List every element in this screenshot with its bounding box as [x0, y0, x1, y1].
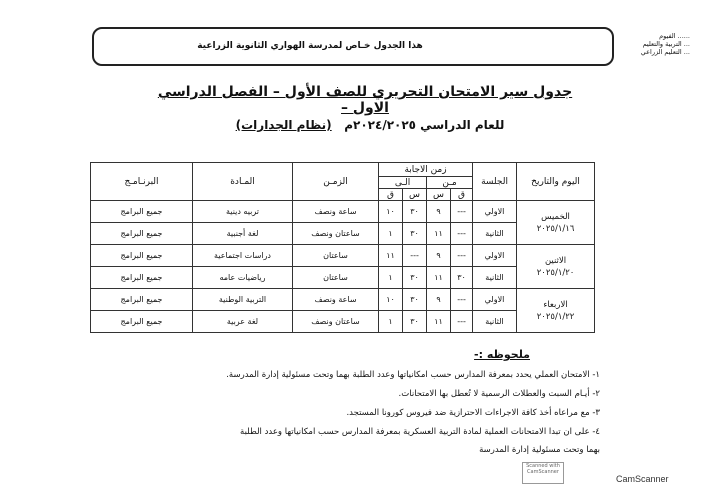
to-s-cell: ٣٠ [403, 201, 427, 223]
to-q-cell: ١ [379, 267, 403, 289]
note-item: ٢- أيـام السبت والعطلات الرسمية لا تُعطل بها الامتحانات. [398, 389, 600, 399]
subject-cell: التربية الوطنية [193, 289, 293, 311]
session-cell: الاولي [473, 245, 517, 267]
from-q-cell: --- [451, 223, 473, 245]
ministry-header [612, 32, 690, 56]
table-row [91, 245, 595, 267]
from-s-cell: ٩ [427, 201, 451, 223]
subject-cell: لغة أجنبية [193, 223, 293, 245]
ministry-line: ... التربية والتعليم [642, 40, 690, 48]
day-name: الاربعاء [543, 299, 568, 310]
to-q-cell: ١ [379, 311, 403, 333]
note-item: بهما وتحت مسئولية إدارة المدرسة [479, 445, 600, 455]
program-cell: جميع البرامج [91, 311, 193, 333]
to-q-cell: ١ [379, 223, 403, 245]
exam-schedule-table [90, 162, 595, 333]
from-s-cell: ١١ [427, 267, 451, 289]
from-s-cell: ٩ [427, 289, 451, 311]
from-q-cell: ٣٠ [451, 267, 473, 289]
camscanner-stamp: Scanned with CamScanner [522, 462, 564, 484]
subject-cell: تربيه دينية [193, 201, 293, 223]
from-q-cell: --- [451, 245, 473, 267]
header-answer-time: زمن الاجابة [379, 163, 473, 177]
to-s-cell: ٣٠ [403, 311, 427, 333]
program-cell: جميع البرامج [91, 223, 193, 245]
exam-date: ٢٠٢٥/١/٢٠ [536, 267, 575, 278]
header-day-date: اليوم والتاريخ [517, 163, 595, 201]
subject-cell: دراسات اجتماعية [193, 245, 293, 267]
session-cell: الاولي [473, 289, 517, 311]
day-date-cell [517, 289, 595, 333]
from-s-cell: ٩ [427, 245, 451, 267]
session-cell: الثانية [473, 223, 517, 245]
day-name: الاثنين [544, 255, 567, 266]
camscanner-label: CamScanner [616, 474, 669, 484]
session-cell: الاولي [473, 201, 517, 223]
header-to-q: ق [379, 189, 403, 201]
table-row [91, 201, 595, 223]
subject-cell: رياضيات عامه [193, 267, 293, 289]
ministry-line: ... التعليم الزراعي [640, 48, 690, 56]
page-title: جدول سير الامتحان التحريري للصف الأول – الفصل الدراسي الاول – [157, 84, 573, 116]
header-from-q: ق [451, 189, 473, 201]
exam-date: ٢٠٢٥/١/١٦ [536, 223, 575, 234]
note-item: ١- الامتحان العملي يحدد بمعرفة المدارس حسب امكانياتها وعدد الطلبة بهما وتحت مسئولية إدارة المدرسة. [226, 370, 600, 380]
header-to: الـى [379, 177, 427, 189]
notes-title: ملحوظه :- [474, 348, 530, 361]
duration-cell: ساعتان ونصف [293, 223, 379, 245]
day-date-cell [517, 245, 595, 289]
program-cell: جميع البرامج [91, 245, 193, 267]
to-s-cell: ٣٠ [403, 223, 427, 245]
from-s-cell: ١١ [427, 311, 451, 333]
header-session: الجلسة [473, 163, 517, 201]
header-subject: المـادة [193, 163, 293, 201]
to-q-cell: ١٠ [379, 201, 403, 223]
duration-cell: ساعة ونصف [293, 201, 379, 223]
day-date-cell [517, 201, 595, 245]
session-cell: الثانية [473, 267, 517, 289]
to-q-cell: ١١ [379, 245, 403, 267]
header-to-s: س [403, 189, 427, 201]
table-row [91, 289, 595, 311]
from-q-cell: --- [451, 289, 473, 311]
program-cell: جميع البرامج [91, 201, 193, 223]
to-s-cell: ٣٠ [403, 267, 427, 289]
to-s-cell: --- [403, 245, 427, 267]
system-label: (نظام الجدارات) [235, 118, 332, 132]
to-q-cell: ١٠ [379, 289, 403, 311]
to-s-cell: ٣٠ [403, 289, 427, 311]
from-q-cell: --- [451, 201, 473, 223]
duration-cell: ساعتان [293, 267, 379, 289]
exam-date: ٢٠٢٥/١/٢٢ [536, 311, 575, 322]
from-s-cell: ١١ [427, 223, 451, 245]
program-cell: جميع البرامج [91, 289, 193, 311]
subject-cell: لغة عربية [193, 311, 293, 333]
header-from: مـن [427, 177, 473, 189]
note-item: ٣- مع مراعاه أخذ كافة الاجراءات الاحترازية ضد فيروس كورونا المستجد. [346, 408, 600, 418]
session-cell: الثانية [473, 311, 517, 333]
duration-cell: ساعتان [293, 245, 379, 267]
note-item: ٤- على ان تبدا الامتحانات العملية لمادة التربية العسكرية بمعرفة المدارس حسب امكانياتها وعدد الطلبة [240, 427, 600, 437]
duration-cell: ساعة ونصف [293, 289, 379, 311]
ministry-line: ...... الفيوم [659, 32, 690, 40]
header-from-s: س [427, 189, 451, 201]
day-name: الخميس [541, 211, 570, 222]
from-q-cell: --- [451, 311, 473, 333]
header-box-text: هذا الجدول خـاص لمدرسة الهواري الثانوية الزراعية [197, 41, 423, 51]
academic-year: للعام الدراسي ٢٠٢٤/٢٠٢٥م [344, 118, 505, 132]
duration-cell: ساعتان ونصف [293, 311, 379, 333]
header-duration: الزمـن [293, 163, 379, 201]
page-subtitle [220, 118, 520, 132]
program-cell: جميع البرامج [91, 267, 193, 289]
header-program: البرنـامـج [91, 163, 193, 201]
